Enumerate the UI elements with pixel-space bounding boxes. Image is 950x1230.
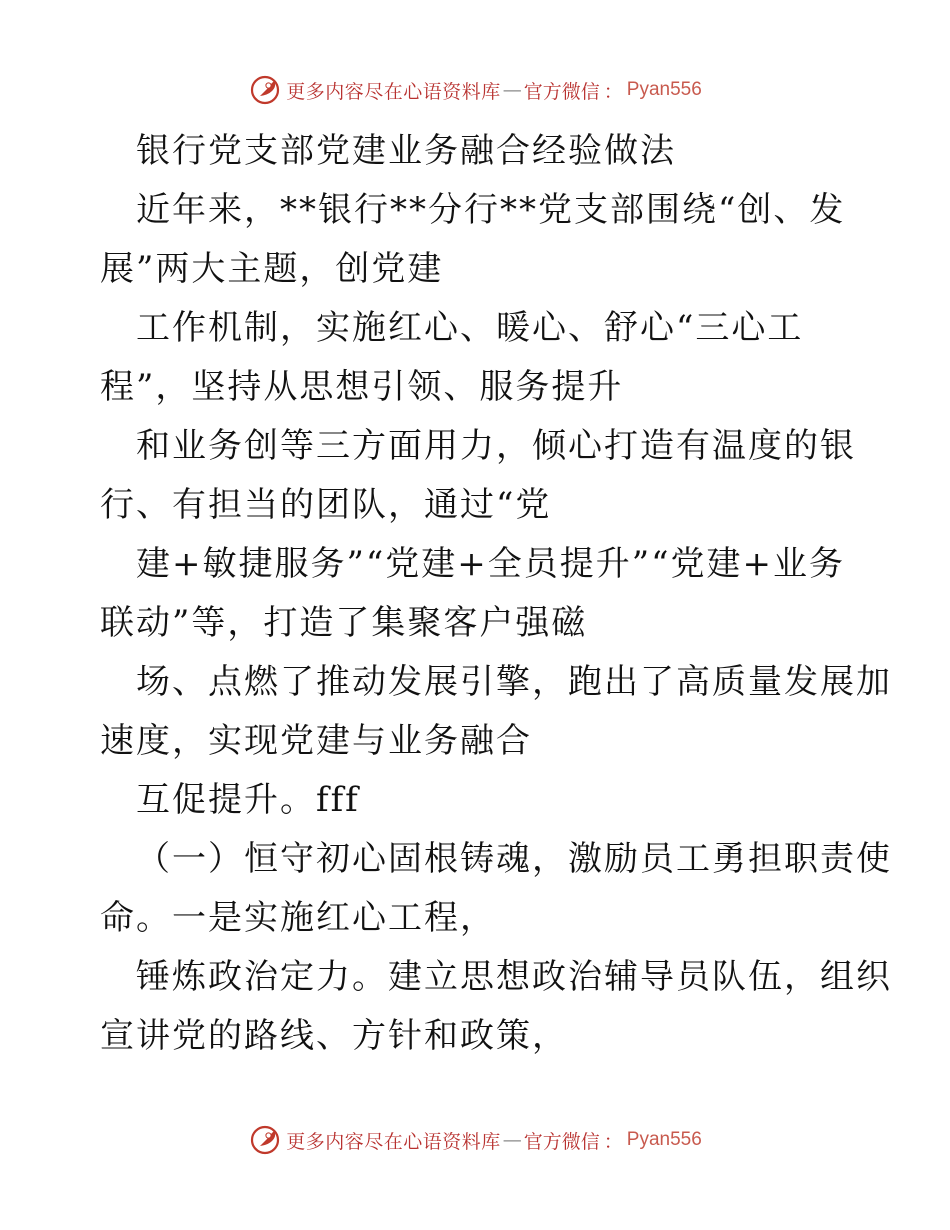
banner-separator: ： — [603, 1130, 623, 1153]
banner-dash: — — [502, 1129, 522, 1151]
paragraph-line: 锤炼政治定力。建立思想政治辅导员队伍，组织 — [136, 957, 892, 997]
paragraph-line: 和业务创等三方面用力，倾心打造有温度的银 — [136, 426, 856, 466]
feather-pen-logo-icon — [248, 73, 282, 107]
document-body — [100, 122, 892, 1066]
banner-separator: ： — [603, 80, 623, 103]
paragraph-line: 近年来，**银行**分行**党支部围绕“创、发 — [136, 190, 846, 230]
paragraph-line: 命。一是实施红心工程， — [100, 898, 496, 938]
feather-pen-logo-icon — [248, 1123, 282, 1157]
section-heading-line: （一）恒守初心固根铸魂，激励员工勇担职责使 — [136, 839, 892, 879]
paragraph-line: 建+敏捷服务”“党建+全员提升”“党建+业务 — [136, 544, 845, 584]
paragraph-line: 互促提升。fff — [136, 780, 360, 820]
banner-dash: — — [502, 79, 522, 101]
paragraph-line: 行、有担当的团队，通过“党 — [100, 485, 552, 525]
banner-main-text: 更多内容尽在心语资料库 — [286, 1130, 501, 1153]
banner-main-text: 更多内容尽在心语资料库 — [286, 80, 501, 103]
paragraph-line: 速度，实现党建与业务融合 — [100, 721, 532, 761]
banner-account: Pyan556 — [626, 1129, 702, 1150]
paragraph-line: 宣讲党的路线、方针和政策， — [100, 1016, 568, 1056]
paragraph-line: 场、点燃了推动发展引擎，跑出了高质量发展加 — [136, 662, 892, 702]
document-title: 银行党支部党建业务融合经验做法 — [136, 131, 676, 171]
footer-watermark-banner — [0, 1120, 950, 1160]
paragraph-line: 程”，坚持从思想引领、服务提升 — [100, 367, 624, 407]
banner-account: Pyan556 — [626, 79, 702, 100]
paragraph-line: 工作机制，实施红心、暖心、舒心“三心工 — [136, 308, 804, 348]
banner-wechat-label: 官方微信 — [523, 80, 600, 103]
banner-wechat-label: 官方微信 — [523, 1130, 600, 1153]
paragraph-line: 联动”等，打造了集聚客户强磁 — [100, 603, 588, 643]
paragraph-line: 展”两大主题，创党建 — [100, 249, 444, 289]
header-watermark-banner — [0, 70, 950, 110]
